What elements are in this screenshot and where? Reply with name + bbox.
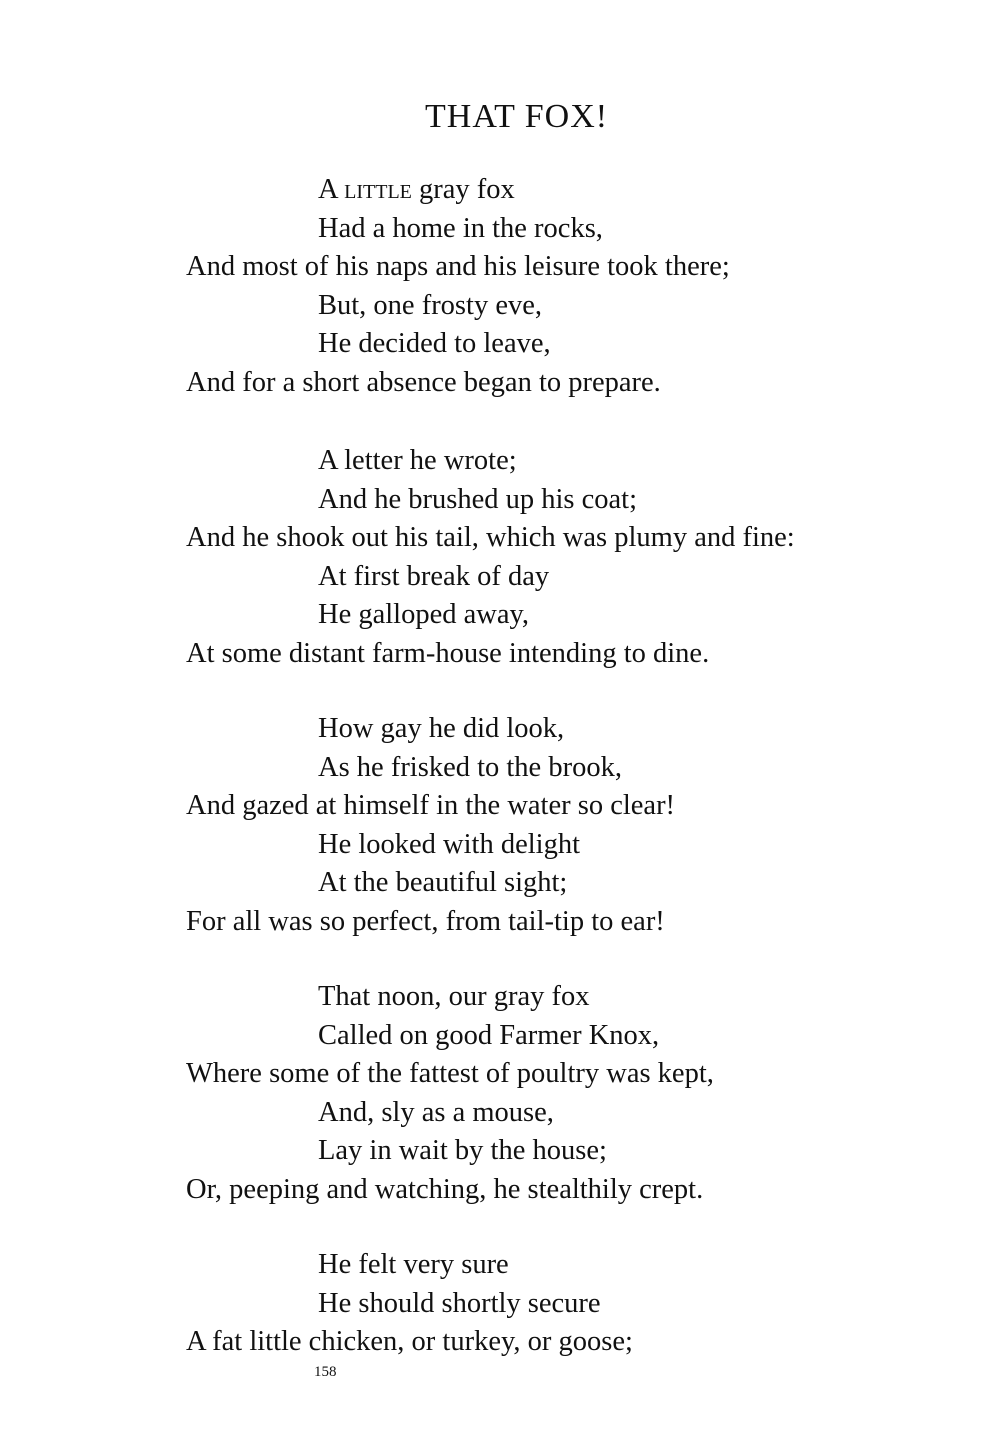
poem-line: Had a home in the rocks, [318, 212, 603, 244]
poem-line: And he brushed up his coat; [318, 483, 637, 515]
poem-line: Lay in wait by the house; [318, 1135, 607, 1166]
poem-line: How gay he did look, [318, 713, 565, 744]
poem-line: He decided to leave, [318, 328, 551, 359]
poem-line: For all was so perfect, from tail-tip to ear! [186, 905, 665, 937]
poem-line: But, one frosty eve, [318, 289, 542, 321]
poem-line: That noon, our gray fox [318, 981, 590, 1012]
poem-line: And he shook out his tail, which was plumy and fine: [186, 522, 795, 553]
poem-line: At first break of day [318, 560, 550, 592]
poem-line: He felt very sure [318, 1249, 509, 1280]
poem-line: He should shortly secure [318, 1287, 601, 1319]
stanza-2 [186, 442, 966, 673]
poem-line: A fat little chicken, or turkey, or goose; [186, 1326, 633, 1357]
line-rest: gray fox [411, 174, 515, 205]
poem-line: He looked with delight [318, 828, 580, 860]
poem-line: Where some of the fattest of poultry was kept, [186, 1058, 714, 1089]
poem-line: Called on good Farmer Knox, [318, 1019, 660, 1051]
poem-line: At some distant farm-house intending to dine. [186, 637, 710, 669]
poem-line: He galloped away, [318, 599, 530, 630]
line-smallcaps-word: little [344, 174, 412, 205]
line-lead: A [318, 174, 345, 205]
poem-title: THAT FOX! [425, 98, 609, 135]
stanza-3 [186, 710, 966, 941]
poem-line: As he frisked to the brook, [318, 751, 622, 783]
stanza-5 [186, 1246, 966, 1362]
stanza-1 [186, 171, 966, 402]
poem-line: At the beautiful sight; [318, 867, 568, 898]
page-number: 158 [314, 1364, 337, 1380]
poem-line: And gazed at himself in the water so clear! [186, 790, 676, 821]
stanza-4 [186, 978, 966, 1209]
poem-line: And, sly as a mouse, [318, 1096, 554, 1128]
poem-line: And for a short absence began to prepare. [186, 366, 661, 398]
poem-line: Or, peeping and watching, he stealthily crept. [186, 1173, 704, 1205]
poem-line: And most of his naps and his leisure took there; [186, 251, 730, 282]
poem-line: A letter he wrote; [318, 445, 517, 476]
poem-line [186, 171, 966, 210]
